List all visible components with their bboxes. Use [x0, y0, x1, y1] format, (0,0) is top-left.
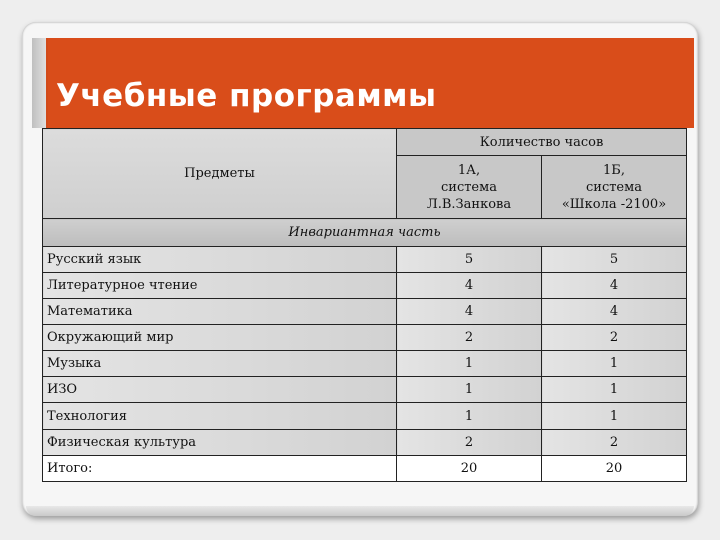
title-left-rail: [32, 38, 46, 128]
row-hours-1b: 1: [542, 403, 687, 429]
header-1a-line-3: Л.В.Занкова: [426, 196, 512, 212]
table-row: [43, 351, 687, 377]
slide-title: Учебные программы: [56, 78, 437, 114]
row-subject: Физическая культура: [43, 429, 397, 455]
row-subject: Технология: [43, 403, 397, 429]
table-row: [43, 377, 687, 403]
row-hours-1a: 1: [397, 351, 542, 377]
row-hours-1a: 4: [397, 272, 542, 298]
header-subjects: Предметы: [43, 129, 397, 219]
header-1a-line-2: система: [441, 179, 497, 195]
header-1b-line-3: «Школа -2100»: [561, 196, 667, 212]
header-col-1b: [542, 156, 687, 219]
row-subject: Музыка: [43, 351, 397, 377]
total-row: [43, 455, 687, 481]
total-hours-1b: 20: [542, 455, 687, 481]
table-row: [43, 298, 687, 324]
table-row: [43, 325, 687, 351]
row-subject: ИЗО: [43, 377, 397, 403]
header-1b-line-1: 1Б,: [603, 162, 625, 178]
row-subject: Окружающий мир: [43, 325, 397, 351]
row-hours-1a: 4: [397, 298, 542, 324]
total-label: Итого:: [43, 455, 397, 481]
row-hours-1a: 1: [397, 377, 542, 403]
row-hours-1a: 2: [397, 429, 542, 455]
row-hours-1b: 4: [542, 298, 687, 324]
row-hours-1b: 2: [542, 429, 687, 455]
row-subject: Литературное чтение: [43, 272, 397, 298]
header-1b-line-2: система: [586, 179, 642, 195]
row-hours-1b: 4: [542, 272, 687, 298]
row-hours-1a: 1: [397, 403, 542, 429]
table-row: [43, 429, 687, 455]
row-hours-1b: 2: [542, 325, 687, 351]
row-subject: Русский язык: [43, 246, 397, 272]
header-1a-line-1: 1А,: [457, 162, 481, 178]
row-hours-1b: 1: [542, 351, 687, 377]
total-hours-1a: 20: [397, 455, 542, 481]
section-invariant: Инвариантная часть: [43, 219, 687, 246]
slide-bottom-bar: [26, 506, 694, 516]
row-hours-1b: 1: [542, 377, 687, 403]
table-row: [43, 272, 687, 298]
header-col-1a: [397, 156, 542, 219]
table-row: [43, 403, 687, 429]
header-hours: Количество часов: [397, 129, 687, 156]
row-hours-1b: 5: [542, 246, 687, 272]
row-hours-1a: 2: [397, 325, 542, 351]
row-hours-1a: 5: [397, 246, 542, 272]
row-subject: Математика: [43, 298, 397, 324]
curriculum-table: [42, 128, 687, 482]
table-row: [43, 246, 687, 272]
